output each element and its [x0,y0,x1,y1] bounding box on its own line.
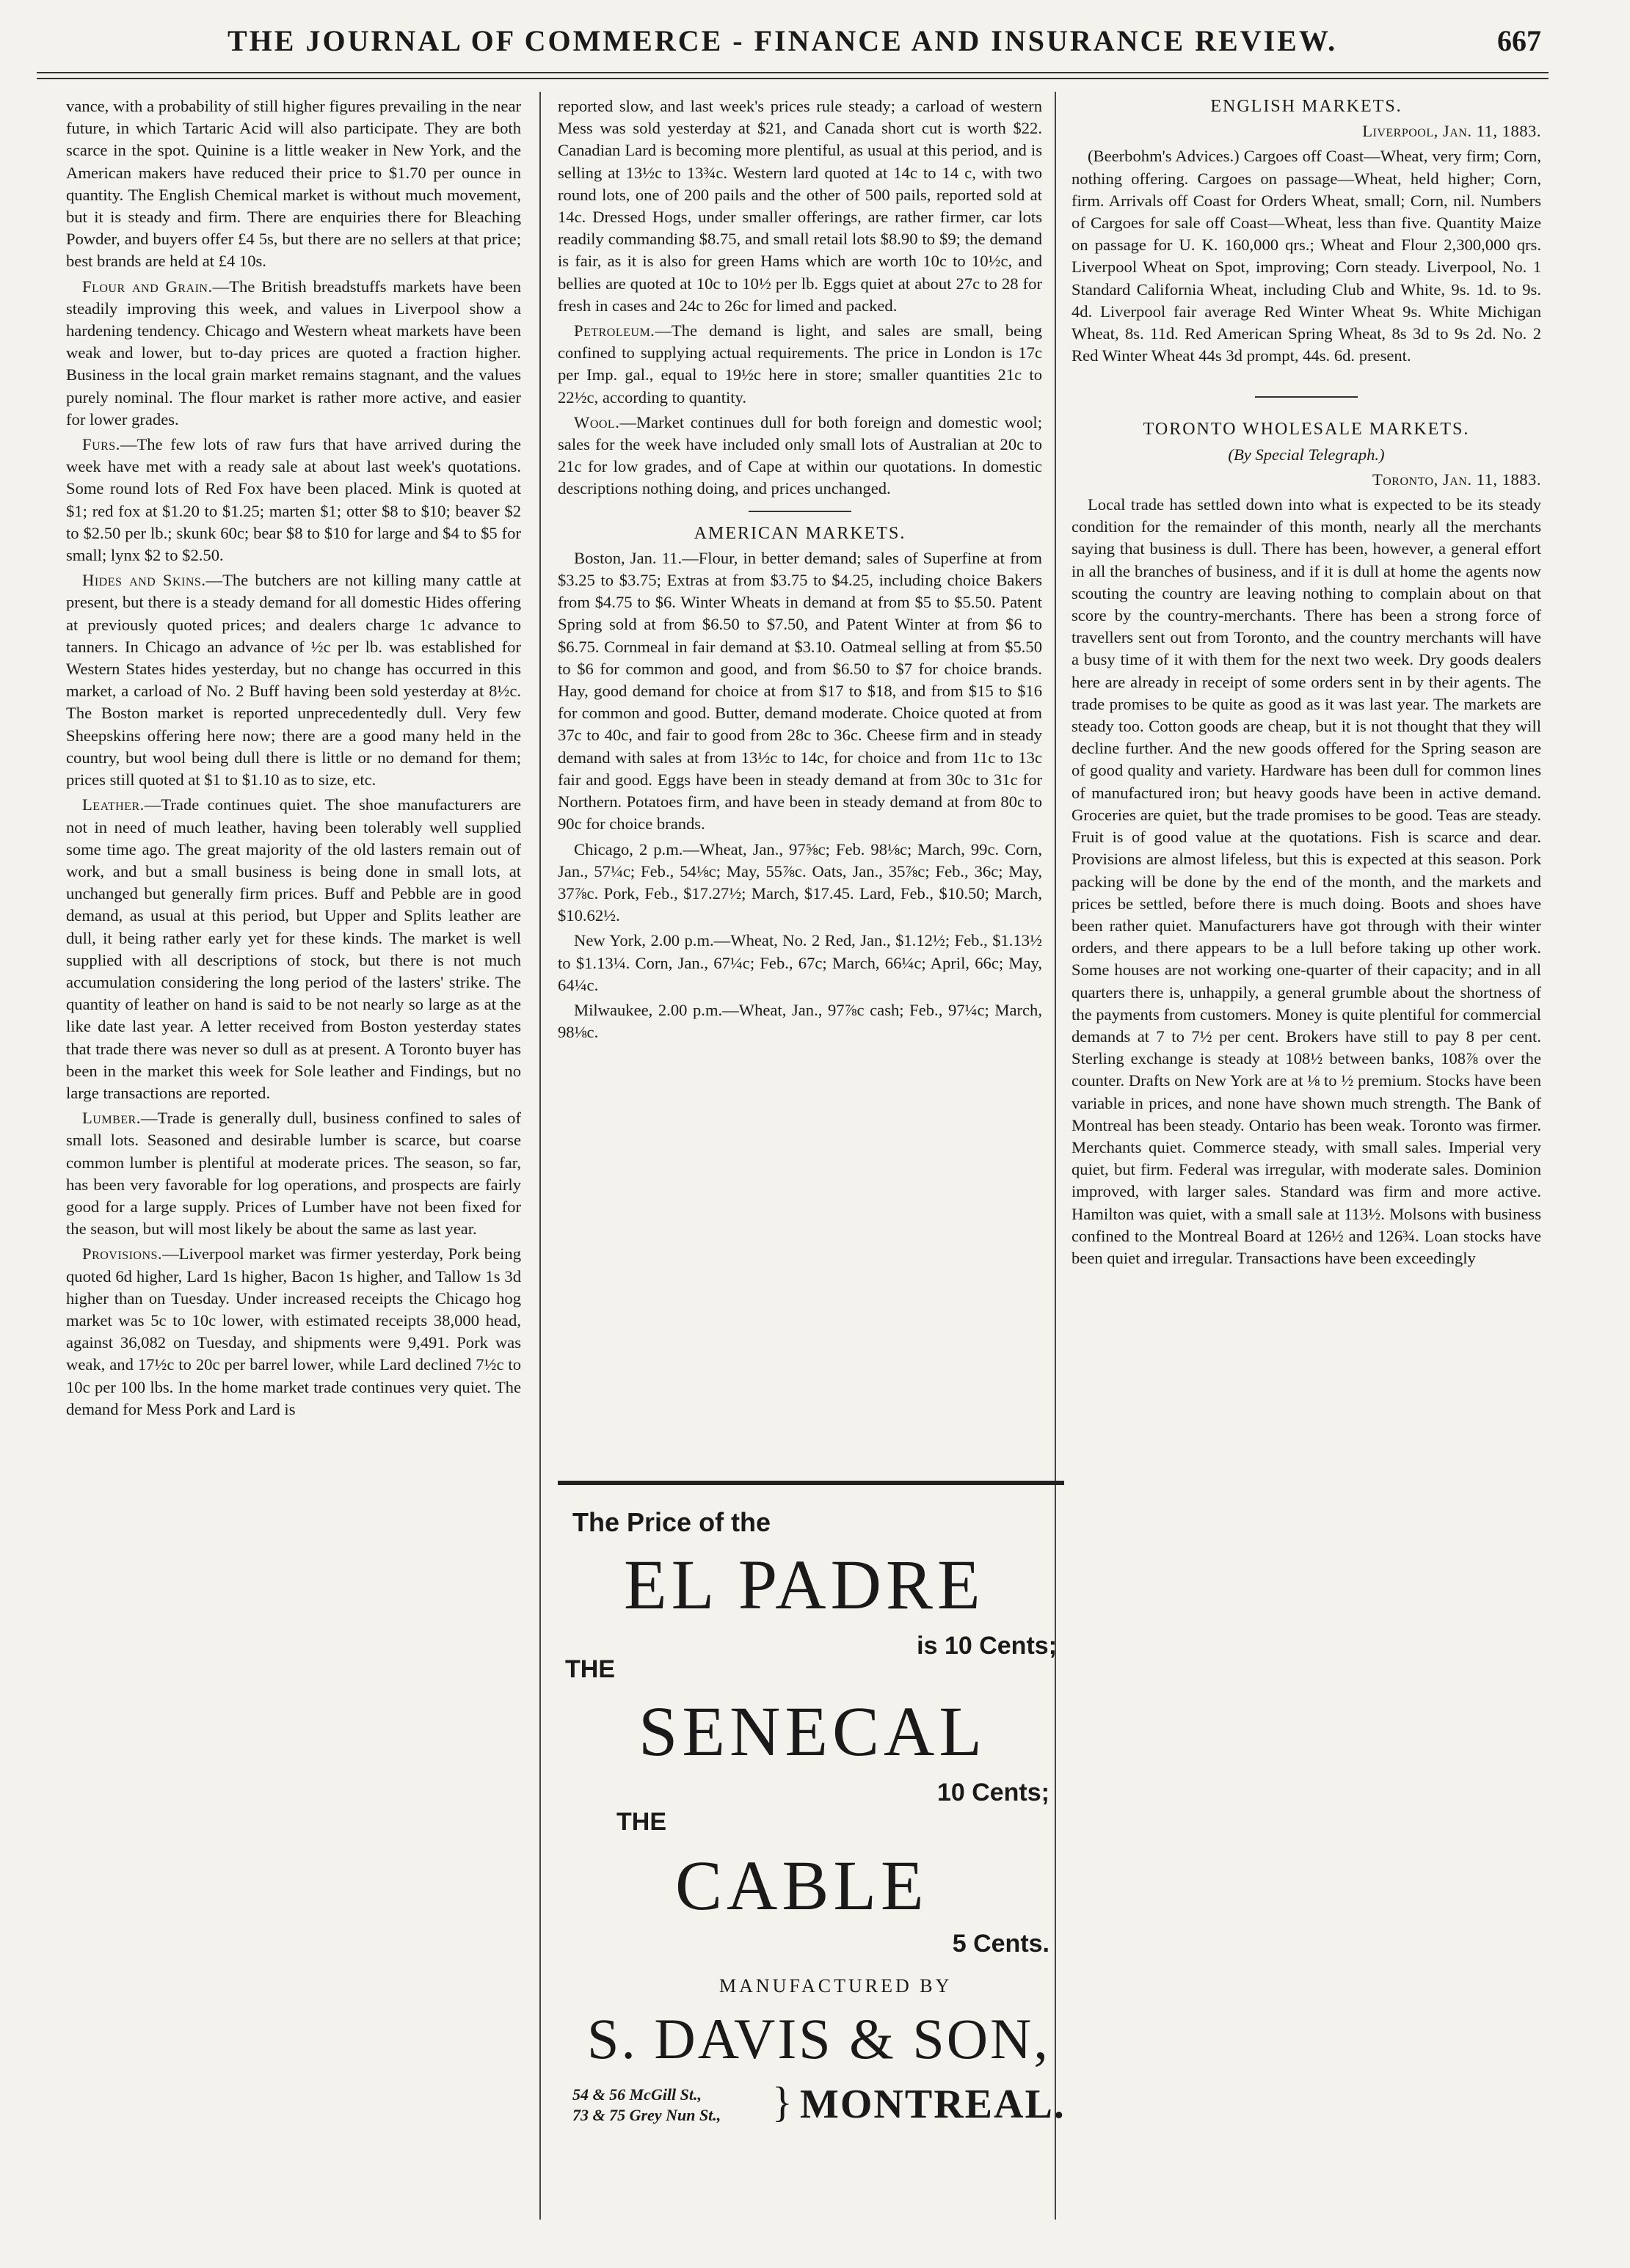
column-2 [558,95,1042,1046]
ad-price-el-padre: is 10 Cents; [917,1632,1057,1660]
header-rule-2 [37,78,1549,79]
ad-brand-cable: CABLE [675,1846,928,1925]
paragraph-provisions [66,1243,521,1421]
toronto-markets-dateline: Toronto, Jan. 11, 1883. [1372,470,1541,489]
paragraph-lumber [66,1107,521,1240]
lead-hides: Hides and Skins. [82,571,206,590]
paragraph-furs [66,434,521,566]
journal-title: THE JOURNAL OF COMMERCE - FINANCE AND INSURANCE REVIEW. [228,24,1338,57]
section-rule-2 [1255,396,1358,398]
paragraph-boston: Boston, Jan. 11.—Flour, in better demand; sales of Superfine at from $3.25 to $3.75; Extras at from $3.75 to $4.25, including choice Bakers from $4.75 to $6. Winter Wheats in demand at from $5 to $5.50. Patent Spring sold at from $6.50 to $7.50, and Patent Winter at from $6 to $6.75. Cornmeal in fair demand at $3.10. Oatmeal selling at from $5.50 to $6 for common and good, and from $6.50 to $7 for choice brands. Hay, good demand for choice at from $17 to $18, and from $15 to $16 for common and good. Butter, demand moderate. Choice quoted at from 37c to 40c, and fair to good from 28c to 36c. Cheese firm and in steady demand with sales at from 13½c to 14c, for choice and from 11c to 13c fair and good. Eggs have been in steady demand at from 30c to 31c for Northern. Potatoes firm, and have been in steady demand at from 80c to 90c for choice brands. [558,548,1042,834]
text-wool: —Market continues dull for both foreign and domestic wool; sales for the week have included only small lots of Australian at 20c to 21c for low grades, and of Cape at within our quotations. In domestic descriptions nothing doing, and prices unchanged. [558,412,1042,498]
column-3 [1071,95,1541,1272]
ad-price-cable: 5 Cents. [952,1930,1049,1958]
ad-maker: S. DAVIS & SON, [587,2007,1050,2071]
header-rule [37,72,1549,73]
paragraph-chicago: Chicago, 2 p.m.—Wheat, Jan., 97⅝c; Feb. 98⅛c; March, 99c. Corn, Jan., 57¼c; Feb., 54⅛c; May, 55⅞c. Oats, Jan., 35⅞c; Feb., 36c; May, 37⅞c. Pork, Feb., $17.27½; March, $17.45. Lard, Feb., $10.50; March, $10.62½. [558,839,1042,925]
page-number: 667 [1497,24,1541,57]
text-furs: —The few lots of raw furs that have arrived during the week have met with a ready sale at about last week's quotations. Some round lots of Red Fox have been placed. Mink is quoted at $1; red fox at $1.20 to $1.25; marten $1; otter $8 to $10; beaver $2 to $2.50 per lb.; skunk 60c; bear $8 to $10 for large and $4 to $5 for small; lynx $2 to $2.50. [66,435,521,565]
lead-petroleum: Petroleum. [574,321,655,340]
ad-brand-el-padre: EL PADRE [624,1545,985,1624]
column-divider-1 [539,92,541,2220]
paragraph-hides [66,569,521,791]
ad-address-1: 54 & 56 McGill St., [572,2085,702,2104]
text-petroleum: —The demand is light, and sales are small, being confined to supplying actual requirements. The price in London is 17c per Imp. gal., equal to 19½c here in store; smaller quantities 21c to 22½c, according to quantity. [558,321,1042,406]
text-flour-grain: —The British breadstuffs markets have been steadily improving this week, and values in Liverpool show a hardening tendency. Chicago and Western wheat markets have been weak and lower, but to-day prices are quoted a fraction higher. Business in the local grain market remains stagnant, and the values purely nominal. The flour market is rather more active, and easier for lower grades. [66,277,521,429]
ad-address-2: 73 & 75 Grey Nun St., [572,2106,721,2124]
paragraph-milwaukee: Milwaukee, 2.00 p.m.—Wheat, Jan., 97⅞c cash; Feb., 97¼c; March, 98⅛c. [558,1000,1042,1042]
page-header [44,21,1541,65]
lead-lumber: Lumber. [82,1109,141,1128]
lead-provisions: Provisions. [82,1244,163,1264]
toronto-markets-subheading: (By Special Telegraph.) [1228,445,1385,464]
paragraph-toronto-markets: Local trade has settled down into what is expected to be its steady condition for the remainder of this month, nearly all the merchants saying that business is dull. There has been, however, a general effort in all the branches of business, and if it is dull at home the agents now scouting the country are leaving nothing to complain about on that score by the country-merchants. There has been a strong force of travellers sent out from Toronto, and the country merchants will have a busy time of it with them for the next two week. Dry goods dealers here are already in receipt of some orders sent in by their agents. The trade promises to be quite as good as it was last year. The markets are steady too. Cotton goods are cheap, but it is not thought that they will decline further. And the new goods offered for the Spring season are of good quality and variety. Hardware has been dull for common lines of manufactured iron; but heavy goods have been in active demand. Groceries are quiet, but the trade promises to be good. Teas are steady. Fruit is of good value at the quotations. Fish is scarce and dear. Provisions are almost lifeless, but this is expected at this season. Pork packing will be done by the end of the month, and the markets and prices be settled, before there is much doing. Boots and shoes have been rather quiet. Manufacturers have got through with their winter orders, and there appears to be a lull before taking up other work. Some houses are not working one-quarter of their capacity; and in all quarters there is, unhappily, a general grumble about the shortness of the payments from customers. Money is quite plentiful for commercial demands at 7 to 7½ per cent. Brokers have still to pay 8 per cent. Sterling exchange is steady at 108½ between banks, 108⅞ over the counter. Drafts on New York are at ⅛ to ½ premium. Stocks have been variable in prices, and none have shown much strength. The Bank of Montreal has been steady. Ontario has been weak. Toronto was firmer. Merchants quiet. Commerce steady, with small sales. Imperial very quiet, but firm. Federal was irregular, with moderate sales. Dominion improved, with larger sales. Standard was firm and more active. Hamilton was quiet, with a small sale at 113½. Molsons with business confined to the Montreal Board at 126½ and 126¾. Loan stocks have been quiet and irregular. Transactions have been exceedingly [1071,495,1541,1267]
paragraph-english-markets: (Beerbohm's Advices.) Cargoes off Coast—Wheat, very firm; Corn, nothing offering. Cargoes on passage—Wheat, held higher; Corn, firm. Arrivals off Coast for Orders Wheat, small; Corn, nil. Numbers of Cargoes for sale off Coast—Wheat, less than five. Quantity Maize on passage for U. K. 160,000 qrs.; Wheat and Flour 2,300,000 qrs. Liverpool Wheat on Spot, improving; Corn steady. Liverpool, No. 1 Standard California Wheat, including Club and White, 9s. 1d. to 9s. 4d. Liverpool fair average Red Winter Wheat 9s. White Michigan Wheat, 8s. 11d. Red American Spring Wheat, 8s 3d to 9s 2d. No. 2 Red Winter Wheat 44s 3d prompt, 44s. 6d. present. [1071,147,1541,365]
paragraph-chemicals: vance, with a probability of still higher figures prevailing in the near future, in which Tartaric Acid will also participate. They are both scarce in the spot. Quinine is a little weaker in New York, and the American makers have reduced their price to $1.70 per ounce in quantity. The English Chemical market is without much movement, but it is steady and firm. There are enquiries there for Bleaching Powder, and buyers offer £4 5s, but there are no sellers at that price; best brands are held at £4 10s. [66,97,521,271]
ad-brand-senecal: SENECAL [638,1692,986,1771]
text-lumber: —Trade is generally dull, business confined to sales of small lots. Seasoned and desirable lumber is scarce, but coarse common lumber is plentiful at moderate prices. The season, so far, has been very favorable for log operations, and prospects are fairly good for a large supply. Prices of Lumber have not been fixed for the season, but will most likely be about the same as last year. [66,1109,521,1239]
ad-intro: The Price of the [572,1507,771,1537]
english-markets-heading: ENGLISH MARKETS. [1210,97,1402,116]
section-rule [749,511,851,512]
lead-leather: Leather. [82,795,145,814]
lead-wool: Wool. [574,412,620,431]
paragraph-new-york: New York, 2.00 p.m.—Wheat, No. 2 Red, Jan., $1.12½; Feb., $1.13½ to $1.13¼. Corn, Jan., 67¼c; Feb., 67c; March, 66¼c; April, 66c; May, 64¼c. [558,931,1042,994]
advertisement-el-padre [558,1481,1064,2241]
ad-price-senecal: 10 Cents; [936,1779,1049,1806]
paragraph-flour-grain [66,276,521,431]
paragraph-leather [66,794,521,1104]
ad-city: MONTREAL. [800,2082,1066,2127]
text-hides: —The butchers are not killing many cattle at present, but there is a steady demand for all domestic Hides offering at previously quoted prices; and dealers charge 1c advance to tanners. In Chicago an advance of ½c per lb. was established for Western States hides yesterday, but no change has occurred in this market, a carload of No. 2 Buff having been sold yesterday at 8½c. The Boston market is reported unprecedentedly dull. Very few Sheepskins offering here now; there are a good many held in the country, but wool being dull there is little or no demand for them; prices still quoted at $1 to $1.10 as to size, etc. [66,571,521,790]
column-1 [66,95,521,1423]
paragraph-provisions-cont: reported slow, and last week's prices rule steady; a carload of western Mess was sold yesterday at $21, and Canada short cut is worth $22. Canadian Lard is becoming more plentiful, as usual at this period, and is selling at 13½c to 13¾c. Western lard quoted at 14c to 14 c, with two round lots, one of 200 pails and the other of 500 pails, reported sold at 14c. Dressed Hogs, under smaller offerings, are rather firmer, car lots readily commanding $8.75, and small retail lots $8.90 to $9; the demand is fair, as it is also for green Hams which are worth 10c to 10½c, and bellies are quoted at 10c to 10½ per lb. Eggs quiet at about 27c to 28 for fresh in cases and 24c to 26c for limed and packed. [558,97,1042,315]
paragraph-wool [558,412,1042,500]
text-provisions: —Liverpool market was firmer yesterday, Pork being quoted 6d higher, Lard 1s higher, Bacon 1s higher, and Tallow 1s 3d higher than on Tuesday. Under increased receipts the Chicago hog market was 5c to 10c lower, with estimated receipts 38,000 head, against 36,082 on Tuesday, and shipments were 9,491. Pork was weak, and 17½c to 20c per barrel lower, while Lard declined 7½c to 10c per 100 lbs. In the home market trade continues very quiet. The demand for Mess Pork and Lard is [66,1244,521,1418]
paragraph-petroleum [558,320,1042,409]
ad-manufactured-by: MANUFACTURED BY [719,1975,953,1997]
lead-furs: Furs. [82,435,120,454]
text-leather: —Trade continues quiet. The shoe manufacturers are not in need of much leather, having been tolerably well supplied some time ago. The great majority of the old lasters remain out of work, and but a small business is being done in small lots, at unchanged but generally firm prices. Buff and Pebble are in good demand, as usual at this period, but Upper and Splits leather are dull, it being rather early yet for these kinds. The market is well supplied with all descriptions of stock, but there is not much accumulation considering the long period of the lasters' strike. The quantity of leather on hand is said to be not nearly so large as at the like date last year. A letter received from Boston yesterday states that trade there was never so dull as at present. A Toronto buyer has been in the market this week for Sole leather and Findings, but no large transactions are reported. [66,795,521,1102]
english-markets-dateline: Liverpool, Jan. 11, 1883. [1362,122,1541,141]
ad-brace: } [772,2078,793,2126]
toronto-markets-heading: TORONTO WHOLESALE MARKETS. [1143,420,1470,440]
american-markets-heading: AMERICAN MARKETS. [694,523,906,543]
ad-the-1: THE [565,1655,615,1683]
lead-flour-grain: Flour and Grain. [82,277,213,296]
ad-the-2: THE [616,1808,666,1836]
